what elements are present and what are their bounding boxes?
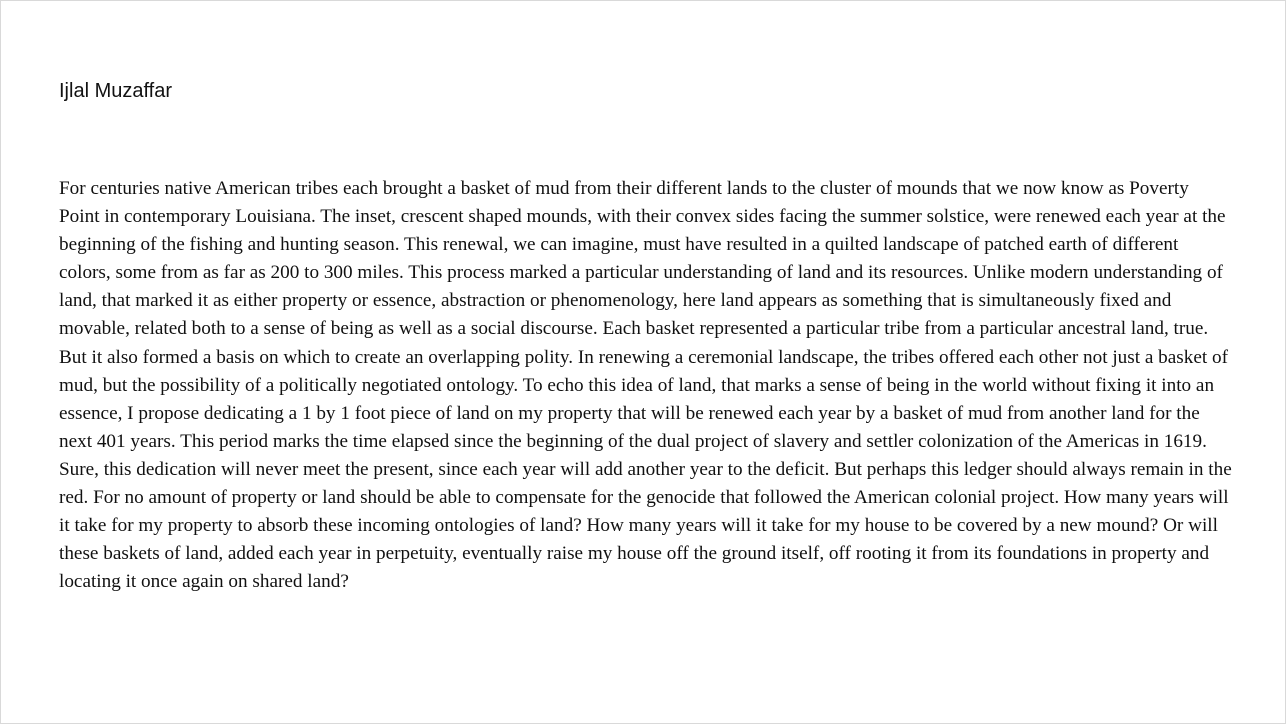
author-name: Ijlal Muzaffar (59, 80, 173, 102)
body-paragraph: For centuries native American tribes each brought a basket of mud from their different lands to the cluster of mounds that we now know as Poverty Point in contemporary Louisiana. The inset, crescent shaped mounds, with their convex sides facing the summer solstice, were renewed each year at the beginning of the fishing and hunting season. This renewal, we can imagine, must have resulted in a quilted landscape of patched earth of different colors, some from as far as 200 to 300 miles. This process marked a particular understanding of land and its resources. Unlike modern understanding of land, that marked it as either property or essence, abstraction or phenomenology, here land appears as something that is simultaneously fixed and movable, related both to a sense of being as well as a social discourse. Each basket represented a particular tribe from a particular ancestral land, true. But it also formed a basis on which to create an overlapping polity. In renewing a ceremonial landscape, the tribes offered each other not just a basket of mud, but the possibility of a politically negotiated ontology. To echo this idea of land, that marks a sense of being in the world without fixing it into an essence, I propose dedicating a 1 by 1 foot piece of land on my property that will be renewed each year by a basket of mud from another land for the next 401 years. This period marks the time elapsed since the beginning of the dual project of slavery and settler colonization of the Americas in 1619. Sure, this dedication will never meet the present, since each year will add another year to the deficit. But perhaps this ledger should always remain in the red. For no amount of property or land should be able to compensate for the genocide that followed the American colonial project. How many years will it take for my property to absorb these incoming ontologies of land? How many years will it take for my house to be covered by a new mound? Or will these baskets of land, added each year in perpetuity, eventually raise my house off the ground itself, off rooting it from its foundations in property and locating it once again on shared land? (59, 178, 1232, 593)
